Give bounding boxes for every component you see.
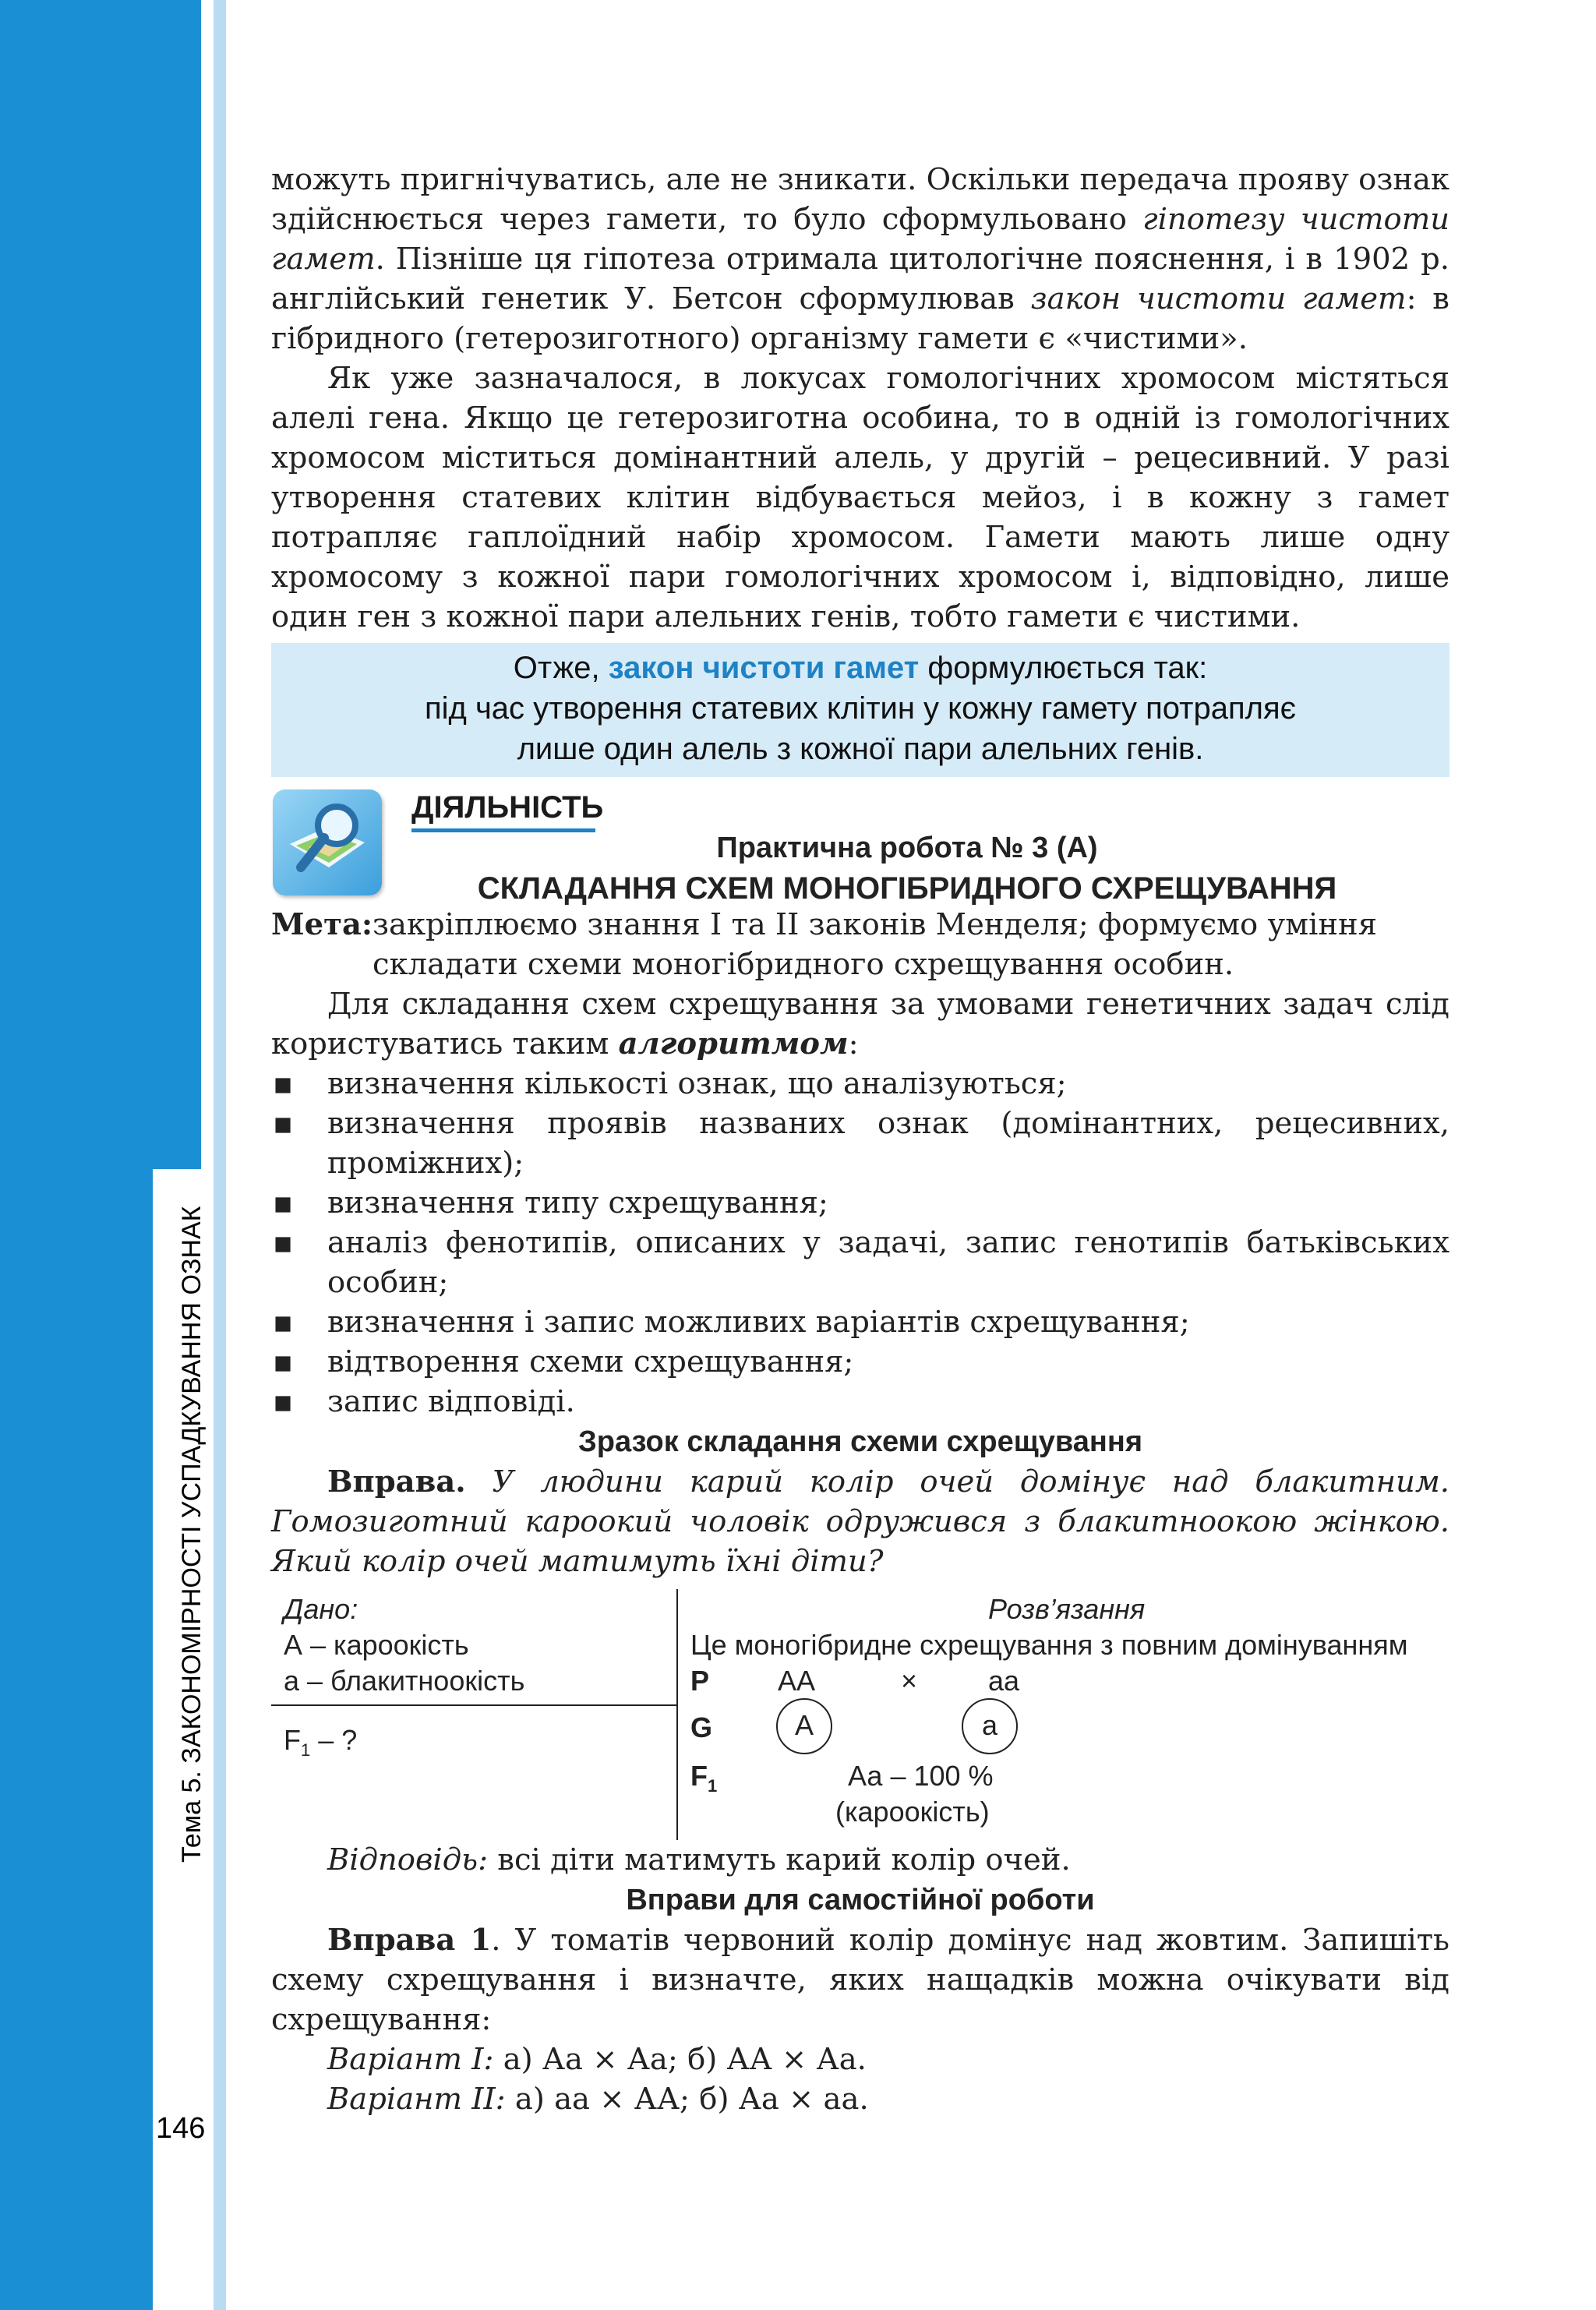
list-item: [271, 1064, 1449, 1104]
text-run: . Пізніше ця гіпотеза отримала цитологічне пояснення, і в 1902 р. англійський генетик У. Бетсон сформулював: [271, 242, 1449, 316]
highlight-term: закон чистоти гамет: [608, 651, 920, 685]
bullet-icon: ▪: [273, 1066, 294, 1101]
text-run: Для складання схем схрещування за умовами генетичних задач слід користуватись таким: [271, 987, 1449, 1061]
answer: [271, 1840, 1449, 1880]
given-line-2: а – блакитноокість: [284, 1665, 525, 1697]
page-number: 146: [156, 2112, 206, 2145]
list-item-text: визначення і запис можливих варіантів схрещування;: [327, 1305, 1190, 1340]
variant-1-text: а) Аа × Аа; б) АА × Аа.: [493, 2042, 867, 2077]
parent-1-genotype: АА: [778, 1665, 816, 1697]
sample-exercise: [271, 1462, 1449, 1581]
solution-divider-vertical: [676, 1589, 678, 1840]
highlight-line-2: під час утворення статевих клітин у кожну гамету потрапляє: [424, 691, 1297, 726]
find-symbol: F: [284, 1724, 301, 1756]
bullet-icon: ▪: [273, 1305, 294, 1340]
highlight-line-1: [271, 648, 1449, 688]
bullet-icon: ▪: [273, 1106, 294, 1141]
list-item: [271, 1382, 1449, 1422]
variant-1: [271, 2040, 1449, 2079]
bullet-icon: ▪: [273, 1384, 294, 1419]
text-run: : в гібридного (гетерозиготного) організму гамети є «чистими».: [271, 281, 1449, 356]
sidebar-white-stripe: [201, 0, 214, 2310]
bullet-icon: ▪: [273, 1185, 294, 1220]
variant-2: [271, 2079, 1449, 2119]
bullet-icon: ▪: [273, 1344, 294, 1379]
practical-work-title: СКЛАДАННЯ СХЕМ МОНОГІБРИДНОГО СХРЕЩУВАННЯ: [477, 871, 1337, 906]
text-run: Отже,: [513, 651, 609, 685]
parents-label: P: [690, 1665, 710, 1697]
cross-symbol: ×: [901, 1665, 918, 1697]
list-item: [271, 1183, 1449, 1223]
solution-divider-horizontal: [271, 1704, 676, 1706]
algorithm-list: [271, 1064, 1449, 1422]
text-run: :: [848, 1026, 859, 1061]
gametes-label: G: [690, 1711, 713, 1743]
term-hypothesis: гіпотезу чистоти гамет: [271, 202, 1450, 277]
list-item: [271, 1302, 1449, 1342]
solution-label: [988, 1589, 1145, 1629]
exercise-1-text: . У томатів червоний колір домінує над жовтим. Запишіть схему схрещування і визначте, яких нащадків можна очікувати від схрещування:: [271, 1923, 1450, 2037]
goal-text: закріплюємо знання І та ІІ законів Менделя; формуємо уміння складати схеми моногібридного схрещування особин.: [373, 907, 1377, 982]
page-content: [271, 160, 1449, 2119]
goal-block: [271, 905, 1449, 984]
list-item-text: відтворення схеми схрещування;: [327, 1344, 854, 1379]
list-item: [271, 1104, 1449, 1183]
parent-2-genotype: аа: [988, 1665, 1020, 1697]
list-item-text: визначення кількості ознак, що аналізуються;: [327, 1066, 1067, 1101]
find-subscript: 1: [301, 1740, 311, 1761]
list-item: [271, 1342, 1449, 1382]
variant-2-label: Варіант ІІ:: [327, 2082, 506, 2117]
practical-work-number: Практична робота № 3 (А): [716, 832, 1098, 864]
sample-heading: Зразок складання схеми схрещування: [578, 1425, 1142, 1458]
term-law: закон чистоти гамет: [1030, 281, 1407, 316]
bullet-icon: ▪: [273, 1225, 294, 1260]
answer-label: Відповідь:: [327, 1842, 489, 1877]
paragraph-1: [271, 160, 1449, 359]
list-item-text: визначення типу схрещування;: [327, 1185, 828, 1220]
f1-subscript: 1: [708, 1776, 718, 1796]
exercise-text: У людини карий колір очей домінує над блакитним. Гомозиготний кароокий чоловік одружився з блакитноокою жінкою. Який колір очей матимуть їхні діти?: [271, 1464, 1449, 1579]
term-algorithm: алгоритмом: [618, 1026, 849, 1061]
paragraph-2: Як уже зазначалося, в локусах гомологічних хромосом містяться алелі гена. Якщо це гетерозиготна особина, то в одній із гомологічних хромосом міститься домінантний алель, у другій – рецесивний. У разі утворення статевих клітин відбувається мейоз, і в кожну з гамет потрапляє гаплоїдний набір хромосом. Гамети мають лише одну хромосому з кожної пари гомологічних хромосом і, відповідно, лише один ген з кожної пари алельних генів, тобто гамети є чистими.: [271, 361, 1449, 634]
given-label: [284, 1589, 358, 1629]
list-item-text: аналіз фенотипів, описаних у задачі, запис генотипів батьківських особин;: [327, 1225, 1449, 1300]
activity-block: [271, 788, 1449, 905]
f1-phenotype: (кароокість): [835, 1796, 990, 1828]
variant-1-label: Варіант І:: [327, 2042, 494, 2077]
chapter-vertical-title: Тема 5. ЗАКОНОМІРНОСТІ УСПАДКУВАННЯ ОЗНАК: [177, 1206, 207, 1863]
solution-line-1: Це моногібридне схрещування з повним домінуванням: [690, 1629, 1408, 1661]
exercise-1: [271, 1920, 1449, 2040]
list-item: [271, 1223, 1449, 1302]
f1-symbol: F: [690, 1760, 708, 1792]
activity-heading: ДІЯЛЬНІСТЬ: [411, 790, 604, 825]
given-label-text: Дано:: [284, 1593, 358, 1625]
highlight-line-3: лише один алель з кожної пари алельних генів.: [517, 732, 1204, 766]
algorithm-intro: [271, 984, 1449, 1064]
gamete-dominant: А: [776, 1698, 832, 1754]
f1-label: [690, 1756, 717, 1806]
solution-table: [271, 1589, 1449, 1840]
find-line: [284, 1720, 357, 1770]
list-item-text: визначення проявів названих ознак (домінантних, рецесивних, проміжних);: [327, 1106, 1449, 1181]
law-highlight-box: [271, 643, 1449, 777]
f1-genotype: Аа – 100 %: [848, 1760, 994, 1792]
exercise-label: Вправа.: [327, 1464, 466, 1499]
find-rest: – ?: [310, 1724, 358, 1756]
sidebar-light-stripe: [214, 0, 226, 2310]
goal-label: Мета:: [271, 907, 373, 942]
variant-2-text: а) аа × АА; б) Аа × аа.: [505, 2082, 869, 2117]
solution-label-text: Розв’язання: [988, 1593, 1146, 1625]
self-work-heading: Вправи для самостійної роботи: [626, 1884, 1095, 1916]
answer-text: всі діти матимуть карий колір очей.: [488, 1842, 1071, 1877]
gamete-recessive: а: [962, 1698, 1018, 1754]
text-run: можуть пригнічуватись, але не зникати. Оскільки передача прояву ознак здійснюється через гамети, то було сформульовано: [271, 162, 1449, 237]
exercise-1-label: Вправа 1: [327, 1923, 492, 1958]
list-item-text: запис відповіді.: [327, 1384, 575, 1419]
text-run: формулюється так:: [919, 651, 1208, 685]
given-line-1: А – кароокість: [284, 1629, 469, 1661]
